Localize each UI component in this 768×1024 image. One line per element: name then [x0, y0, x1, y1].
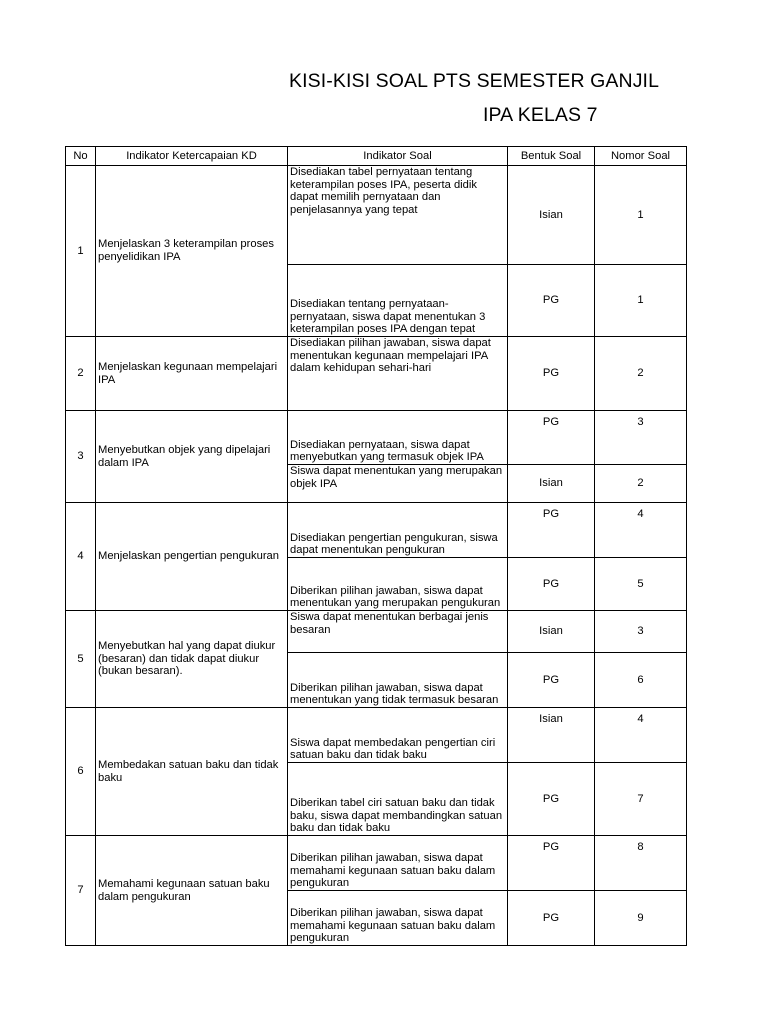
question-number: 7	[595, 763, 687, 836]
question-indicator: Siswa dapat menentukan yang merupakan objek IPA	[288, 465, 508, 503]
kd-indicator: Menjelaskan pengertian pengukuran	[96, 503, 288, 611]
question-type: PG	[508, 836, 595, 891]
question-type: PG	[508, 763, 595, 836]
question-number: 3	[595, 611, 687, 653]
question-type: PG	[508, 503, 595, 558]
kd-indicator: Menyebutkan hal yang dapat diukur (besaran) dan tidak dapat diukur (bukan besaran).	[96, 611, 288, 708]
question-number: 3	[595, 411, 687, 465]
row-number: 5	[66, 611, 96, 708]
question-number: 2	[595, 337, 687, 411]
table-row	[66, 337, 687, 411]
question-number: 1	[595, 166, 687, 265]
document-title: KISI-KISI SOAL PTS SEMESTER GANJIL	[289, 70, 660, 92]
header-bentuk: Bentuk Soal	[508, 147, 595, 166]
question-type: Isian	[508, 166, 595, 265]
header-kd: Indikator Ketercapaian KD	[96, 147, 288, 166]
question-indicator: Siswa dapat membedakan pengertian ciri satuan baku dan tidak baku	[288, 708, 508, 763]
row-number: 6	[66, 708, 96, 836]
table-row	[66, 708, 687, 763]
question-indicator: Disediakan pengertian pengukuran, siswa dapat menentukan pengukuran	[288, 503, 508, 558]
question-indicator: Diberikan pilihan jawaban, siswa dapat menentukan yang tidak termasuk besaran	[288, 653, 508, 708]
question-indicator: Disediakan tentang pernyataan-pernyataan, siswa dapat menentukan 3 keterampilan poses IPA dengan tepat	[288, 265, 508, 337]
question-number: 9	[595, 891, 687, 946]
question-indicator: Diberikan pilihan jawaban, siswa dapat menentukan yang merupakan pengukuran	[288, 558, 508, 611]
question-type: PG	[508, 558, 595, 611]
kisi-kisi-table	[65, 146, 687, 946]
question-indicator: Disediakan pernyataan, siswa dapat menyebutkan yang termasuk objek IPA	[288, 411, 508, 465]
row-number: 1	[66, 166, 96, 337]
question-number: 5	[595, 558, 687, 611]
question-type: Isian	[508, 465, 595, 503]
row-number: 4	[66, 503, 96, 611]
header-no: No	[66, 147, 96, 166]
question-number: 1	[595, 265, 687, 337]
question-type: PG	[508, 891, 595, 946]
question-indicator: Diberikan tabel ciri satuan baku dan tidak baku, siswa dapat membandingkan satuan baku dan tidak baku	[288, 763, 508, 836]
question-type: PG	[508, 653, 595, 708]
table-row	[66, 411, 687, 465]
question-number: 2	[595, 465, 687, 503]
question-type: PG	[508, 265, 595, 337]
table-row	[66, 836, 687, 891]
kd-indicator: Menyebutkan objek yang dipelajari dalam IPA	[96, 411, 288, 503]
row-number: 7	[66, 836, 96, 946]
question-indicator: Diberikan pilihan jawaban, siswa dapat memahami kegunaan satuan baku dalam pengukuran	[288, 836, 508, 891]
question-number: 6	[595, 653, 687, 708]
question-indicator: Disediakan tabel pernyataan tentang keterampilan poses IPA, peserta didik dapat memilih pernyataan dan penjelasannya yang tepat	[288, 166, 508, 265]
kd-indicator: Menjelaskan 3 keterampilan proses penyelidikan IPA	[96, 166, 288, 337]
header-nomor: Nomor Soal	[595, 147, 687, 166]
question-type: Isian	[508, 611, 595, 653]
question-type: Isian	[508, 708, 595, 763]
question-type: PG	[508, 337, 595, 411]
table-header-row	[66, 147, 687, 166]
question-type: PG	[508, 411, 595, 465]
kd-indicator: Memahami kegunaan satuan baku dalam pengukuran	[96, 836, 288, 946]
row-number: 2	[66, 337, 96, 411]
kd-indicator: Menjelaskan kegunaan mempelajari IPA	[96, 337, 288, 411]
question-indicator: Siswa dapat menentukan berbagai jenis besaran	[288, 611, 508, 653]
question-number: 8	[595, 836, 687, 891]
table-row	[66, 503, 687, 558]
question-indicator: Diberikan pilihan jawaban, siswa dapat memahami kegunaan satuan baku dalam pengukuran	[288, 891, 508, 946]
question-indicator: Disediakan pilihan jawaban, siswa dapat menentukan kegunaan mempelajari IPA dalam kehidupan sehari-hari	[288, 337, 508, 411]
kd-indicator: Membedakan satuan baku dan tidak baku	[96, 708, 288, 836]
document-subtitle: IPA KELAS 7	[483, 104, 598, 126]
table-row	[66, 166, 687, 265]
question-number: 4	[595, 708, 687, 763]
row-number: 3	[66, 411, 96, 503]
table-row	[66, 611, 687, 653]
header-indikator: Indikator Soal	[288, 147, 508, 166]
question-number: 4	[595, 503, 687, 558]
